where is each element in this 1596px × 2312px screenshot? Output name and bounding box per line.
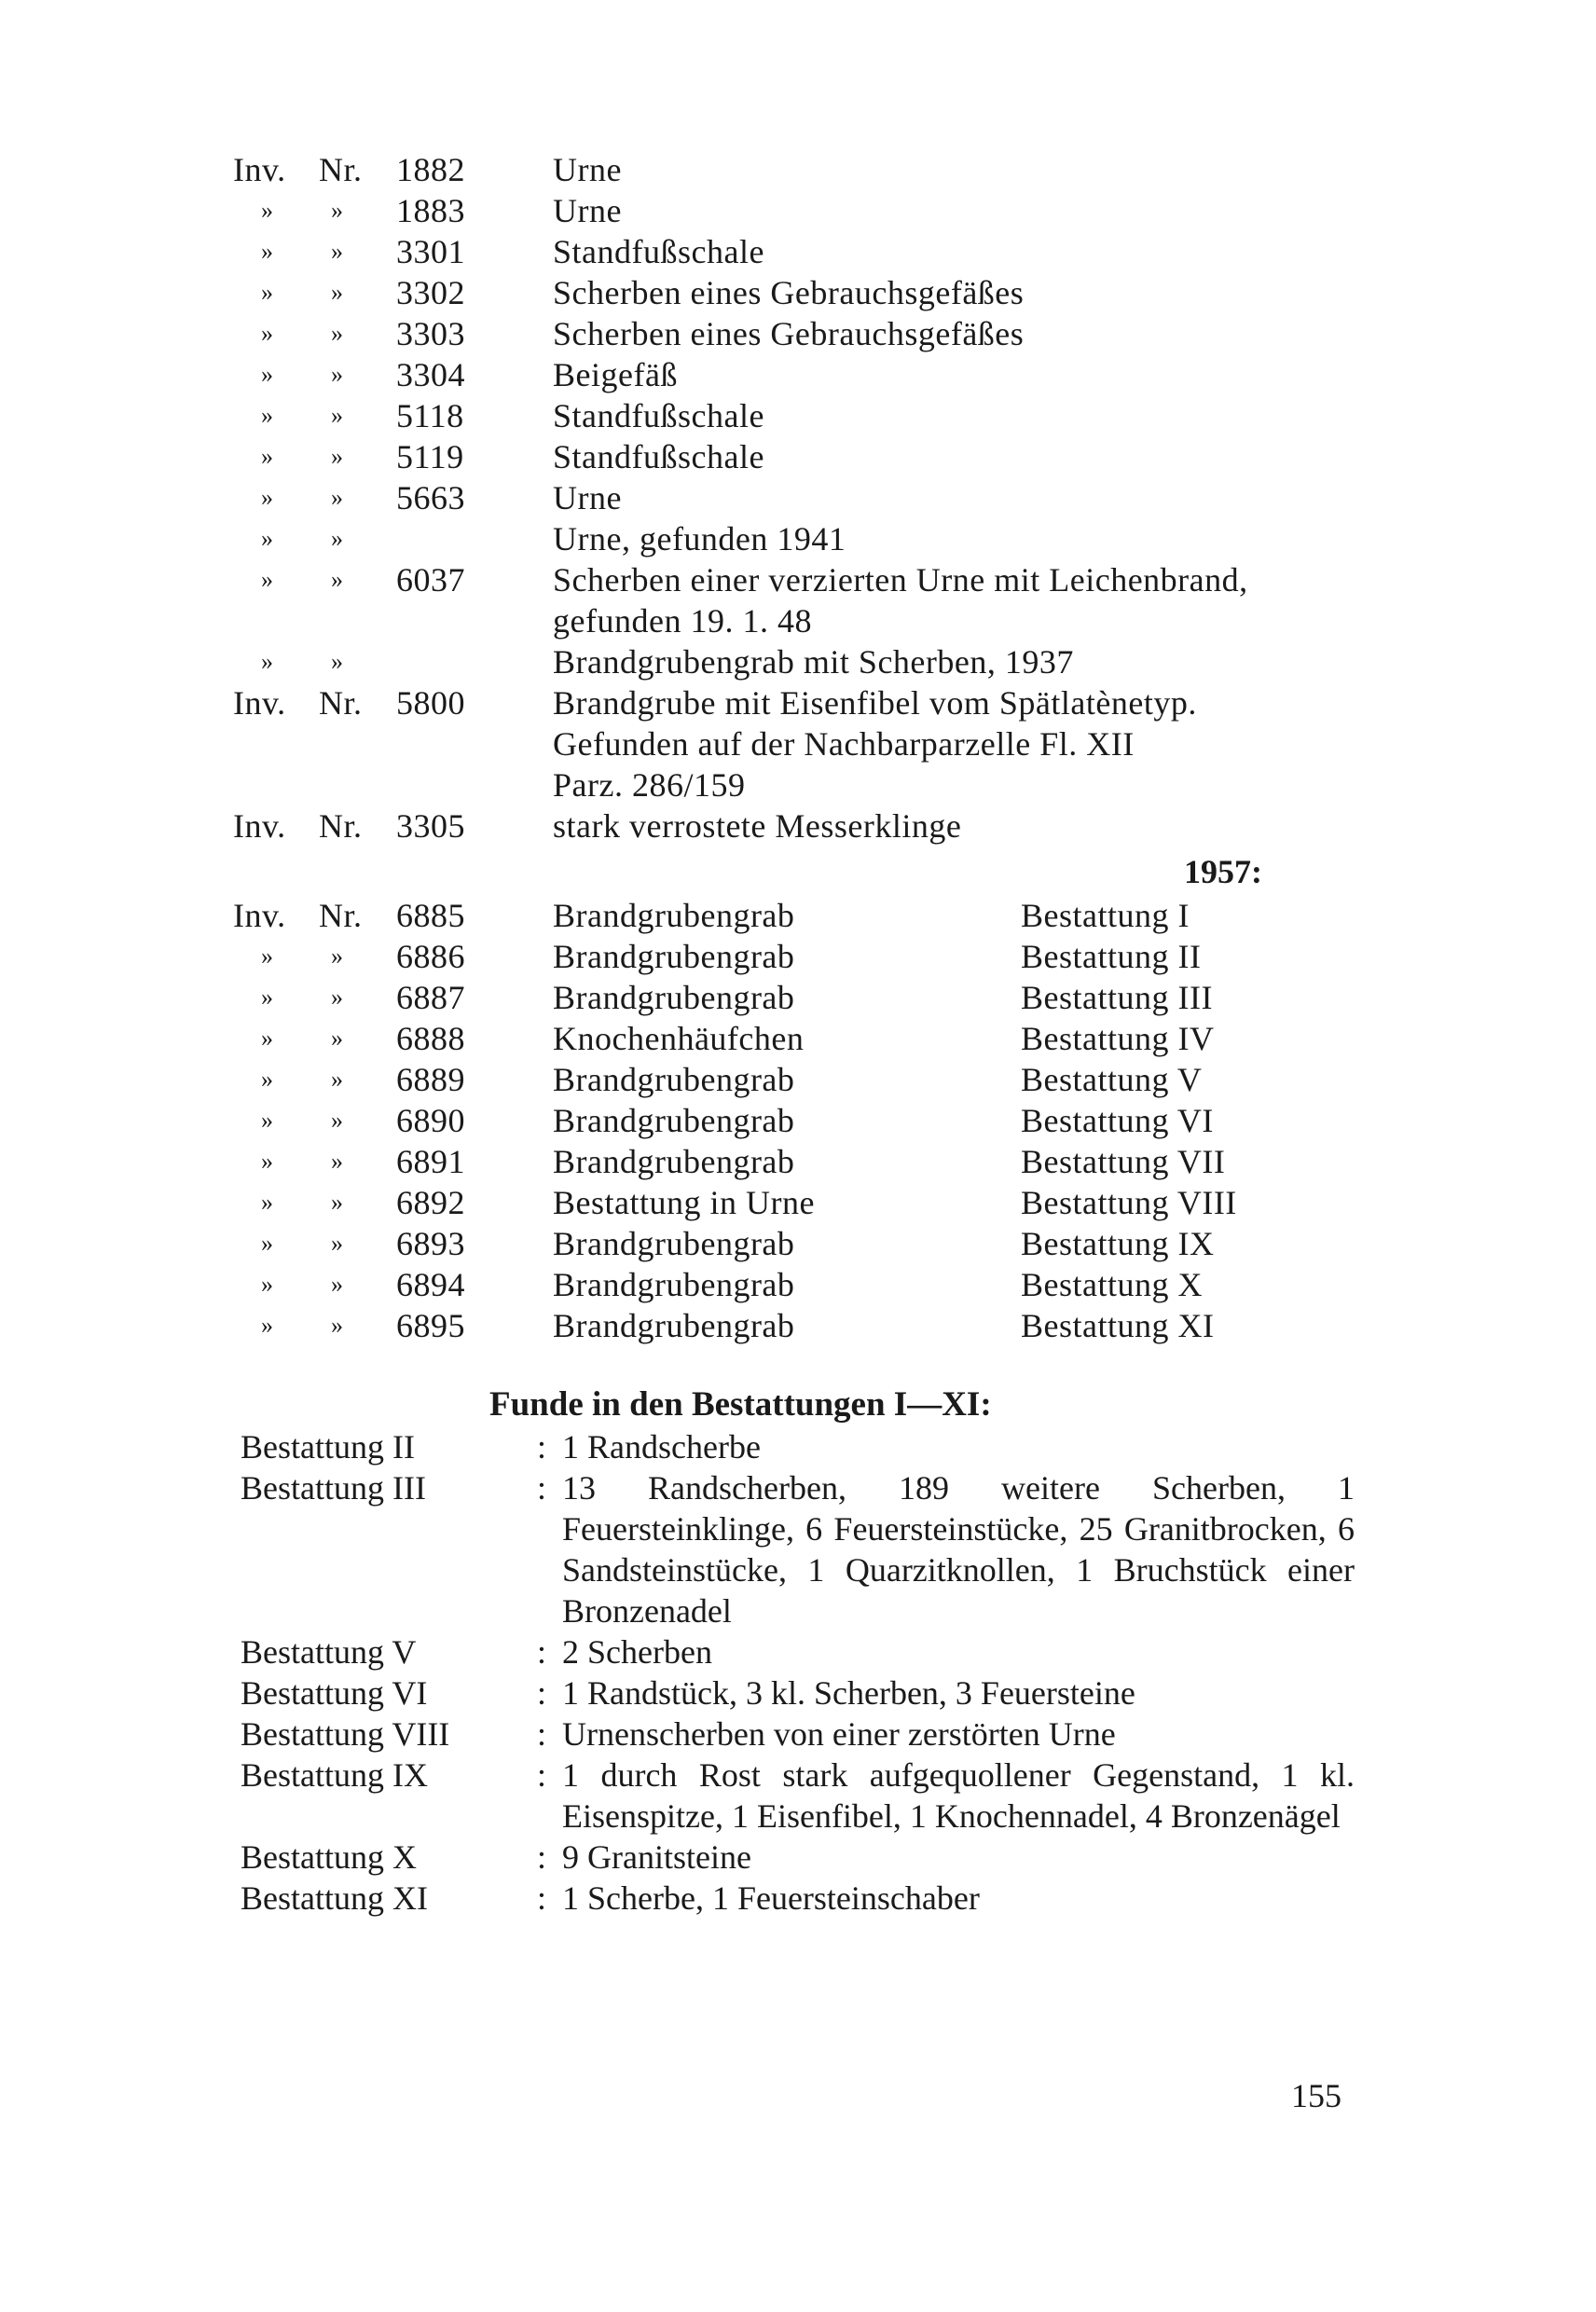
inventory-number: 6895 (396, 1307, 465, 1344)
inventory-number: 3301 (396, 233, 465, 270)
inventory-number: 5800 (396, 684, 465, 722)
inventory-number: 3303 (396, 315, 465, 352)
inventory-nr: » (331, 1148, 344, 1175)
inventory-nr: » (331, 1066, 344, 1093)
finds-burial-label: Bestattung X (241, 1838, 417, 1876)
inventory-label: » (261, 648, 274, 675)
inventory-nr: » (331, 648, 344, 675)
inventory-description: Urne, gefunden 1941 (553, 520, 846, 557)
inventory-nr: » (331, 1025, 344, 1052)
inventory-nr: » (331, 361, 344, 388)
burial-label: Bestattung VIII (1021, 1184, 1237, 1221)
list-item (241, 1672, 1359, 1713)
finds-colon: : (537, 1715, 547, 1753)
finds-colon: : (537, 1469, 547, 1507)
inventory-description: Scherben eines Gebrauchsgefäßes (553, 315, 1025, 352)
inventory-nr: » (331, 525, 344, 552)
inventory-label: » (261, 1107, 274, 1134)
year-heading: 1957: (1184, 853, 1262, 890)
inventory-number: 5663 (396, 479, 465, 516)
finds-burial-label: Bestattung IX (241, 1756, 428, 1794)
inventory-number: 3305 (396, 807, 465, 845)
finds-burial-label: Bestattung V (241, 1633, 417, 1671)
finds-text: 9 Granitsteine (562, 1838, 751, 1876)
list-item (241, 1878, 1359, 1919)
table-row (233, 272, 1352, 313)
inventory-description: Beigefäß (553, 356, 678, 393)
burial-label: Bestattung III (1021, 979, 1213, 1016)
inventory-description: Brandgrubengrab (553, 1225, 795, 1262)
table-row (233, 805, 1352, 846)
finds-heading: Funde in den Bestattungen I—XI: (489, 1385, 992, 1424)
finds-colon: : (537, 1879, 547, 1917)
table-row (233, 354, 1352, 395)
burial-label: Bestattung VI (1021, 1102, 1214, 1139)
finds-colon: : (537, 1756, 547, 1794)
inventory-label: » (261, 1148, 274, 1175)
finds-text: 2 Scherben (562, 1633, 712, 1671)
inventory-label: » (261, 238, 274, 265)
finds-text: 1 Randstück, 3 kl. Scherben, 3 Feuersteine (562, 1674, 1135, 1712)
inventory-number: 6890 (396, 1102, 465, 1139)
table-row (233, 1223, 1352, 1264)
inventory-label: » (261, 361, 274, 388)
table-row (233, 1305, 1352, 1346)
table-row (233, 1264, 1352, 1305)
inventory-nr: » (331, 320, 344, 347)
inventory-nr: » (331, 238, 344, 265)
burial-inventory-list (233, 895, 1352, 1346)
inventory-description: Brandgrube mit Eisenfibel vom Spätlatènetyp. (553, 684, 1197, 722)
inventory-list (233, 149, 1352, 846)
inventory-nr: Nr. (319, 897, 363, 934)
list-item (241, 1755, 1359, 1837)
burial-label: Bestattung I (1021, 897, 1190, 934)
inventory-number: 5118 (396, 397, 464, 434)
inventory-description: Brandgrubengrab (553, 1143, 795, 1180)
table-row (233, 149, 1352, 190)
inventory-nr: » (331, 1107, 344, 1134)
inventory-description: Brandgrubengrab (553, 938, 795, 975)
inventory-number: 6885 (396, 897, 465, 934)
inventory-nr: Nr. (319, 151, 363, 188)
inventory-description: Knochenhäufchen (553, 1020, 805, 1057)
inventory-label: » (261, 402, 274, 429)
table-row (233, 1182, 1352, 1223)
inventory-description: Parz. 286/159 (553, 766, 746, 804)
inventory-label: » (261, 525, 274, 552)
inventory-label: » (261, 1066, 274, 1093)
inventory-description: Standfußschale (553, 233, 764, 270)
inventory-description: Scherben eines Gebrauchsgefäßes (553, 274, 1025, 311)
inventory-description: Brandgrubengrab (553, 1307, 795, 1344)
inventory-nr: » (331, 566, 344, 593)
finds-burial-label: Bestattung VI (241, 1674, 428, 1712)
table-row (233, 395, 1352, 436)
finds-burial-label: Bestattung III (241, 1469, 426, 1507)
table-row (233, 1100, 1352, 1141)
page-number: 155 (1291, 2077, 1341, 2114)
inventory-label: » (261, 1189, 274, 1216)
table-row (233, 436, 1352, 477)
inventory-description: Standfußschale (553, 397, 764, 434)
inventory-description: Brandgrubengrab (553, 897, 795, 934)
inventory-nr: Nr. (319, 684, 363, 722)
table-row (233, 641, 1352, 682)
inventory-nr: » (331, 402, 344, 429)
inventory-nr: » (331, 1230, 344, 1257)
inventory-label: » (261, 1271, 274, 1298)
inventory-label: Inv. (233, 897, 286, 934)
inventory-number: 6891 (396, 1143, 465, 1180)
inventory-label: » (261, 197, 274, 224)
table-row (233, 936, 1352, 977)
finds-burial-label: Bestattung II (241, 1428, 415, 1466)
inventory-label: » (261, 443, 274, 470)
inventory-description: stark verrostete Messerklinge (553, 807, 962, 845)
finds-text: 1 Scherbe, 1 Feuersteinschaber (562, 1879, 980, 1917)
finds-burial-label: Bestattung VIII (241, 1715, 450, 1753)
inventory-label: » (261, 279, 274, 306)
list-item (241, 1713, 1359, 1755)
inventory-description: Brandgrubengrab (553, 1102, 795, 1139)
inventory-description: Bestattung in Urne (553, 1184, 815, 1221)
inventory-nr: » (331, 1312, 344, 1339)
list-item (241, 1837, 1359, 1878)
table-row (233, 1059, 1352, 1100)
table-row (233, 977, 1352, 1018)
inventory-nr: » (331, 279, 344, 306)
inventory-nr: » (331, 443, 344, 470)
inventory-label: Inv. (233, 684, 286, 722)
inventory-number: 6894 (396, 1266, 465, 1303)
inventory-description: Brandgrubengrab (553, 1266, 795, 1303)
finds-colon: : (537, 1674, 547, 1712)
table-row (233, 682, 1352, 723)
table-row (233, 1141, 1352, 1182)
table-row (233, 518, 1352, 559)
inventory-label: Inv. (233, 807, 286, 845)
inventory-label: » (261, 566, 274, 593)
inventory-description: Standfußschale (553, 438, 764, 475)
burial-label: Bestattung VII (1021, 1143, 1226, 1180)
finds-text: 1 durch Rost stark aufgequollener Gegenstand, 1 kl. Eisenspitze, 1 Eisenfibel, 1 Knochennadel, 4 Bronzenägel (562, 1756, 1355, 1835)
table-row (233, 764, 1352, 805)
inventory-number: 6886 (396, 938, 465, 975)
inventory-description: Scherben einer verzierten Urne mit Leichenbrand, (553, 561, 1248, 599)
inventory-description: Brandgrubengrab (553, 979, 795, 1016)
inventory-description: Urne (553, 151, 622, 188)
inventory-description: Gefunden auf der Nachbarparzelle Fl. XII (553, 725, 1135, 763)
inventory-label: » (261, 1025, 274, 1052)
table-row (233, 600, 1352, 641)
inventory-number: 1883 (396, 192, 465, 229)
inventory-number: 3304 (396, 356, 465, 393)
inventory-description: gefunden 19. 1. 48 (553, 602, 812, 640)
finds-text: Urnenscherben von einer zerstörten Urne (562, 1715, 1116, 1753)
table-row (233, 723, 1352, 764)
table-row (233, 1018, 1352, 1059)
finds-text: 13 Randscherben, 189 weitere Scherben, 1 Feuersteinklinge, 6 Feuersteinstücke, 25 Granitbrocken, 6 Sandsteinstücke, 1 Quarzitknollen, 1 Bruchstück einer Bronzenadel (562, 1469, 1355, 1630)
burial-label: Bestattung II (1021, 938, 1202, 975)
table-row (233, 190, 1352, 231)
inventory-number: 6889 (396, 1061, 465, 1098)
inventory-description: Brandgrubengrab (553, 1061, 795, 1098)
finds-colon: : (537, 1838, 547, 1876)
inventory-nr: » (331, 1271, 344, 1298)
inventory-label: » (261, 320, 274, 347)
burial-label: Bestattung IV (1021, 1020, 1215, 1057)
inventory-nr: » (331, 984, 344, 1011)
finds-text: 1 Randscherbe (562, 1428, 761, 1466)
table-row (233, 313, 1352, 354)
inventory-number: 6893 (396, 1225, 465, 1262)
finds-colon: : (537, 1428, 547, 1466)
inventory-description: Urne (553, 192, 622, 229)
inventory-label: » (261, 1312, 274, 1339)
list-item (241, 1426, 1359, 1467)
table-row (233, 477, 1352, 518)
inventory-label: » (261, 943, 274, 970)
inventory-nr: » (331, 197, 344, 224)
finds-colon: : (537, 1633, 547, 1671)
inventory-number: 5119 (396, 438, 464, 475)
table-row (233, 895, 1352, 936)
burial-label: Bestattung V (1021, 1061, 1203, 1098)
inventory-description: Urne (553, 479, 622, 516)
inventory-nr: Nr. (319, 807, 363, 845)
finds-list (241, 1426, 1359, 1919)
inventory-number: 6037 (396, 561, 465, 599)
finds-burial-label: Bestattung XI (241, 1879, 428, 1917)
list-item (241, 1467, 1359, 1631)
list-item (241, 1631, 1359, 1672)
inventory-number: 6887 (396, 979, 465, 1016)
inventory-number: 1882 (396, 151, 465, 188)
inventory-number: 6892 (396, 1184, 465, 1221)
inventory-label: » (261, 1230, 274, 1257)
inventory-number: 3302 (396, 274, 465, 311)
burial-label: Bestattung IX (1021, 1225, 1215, 1262)
table-row (233, 559, 1352, 600)
inventory-description: Brandgrubengrab mit Scherben, 1937 (553, 643, 1074, 681)
inventory-nr: » (331, 1189, 344, 1216)
table-row (233, 231, 1352, 272)
burial-label: Bestattung X (1021, 1266, 1203, 1303)
burial-label: Bestattung XI (1021, 1307, 1215, 1344)
inventory-nr: » (331, 484, 344, 511)
inventory-number: 6888 (396, 1020, 465, 1057)
inventory-label: » (261, 984, 274, 1011)
inventory-nr: » (331, 943, 344, 970)
inventory-label: » (261, 484, 274, 511)
inventory-label: Inv. (233, 151, 286, 188)
